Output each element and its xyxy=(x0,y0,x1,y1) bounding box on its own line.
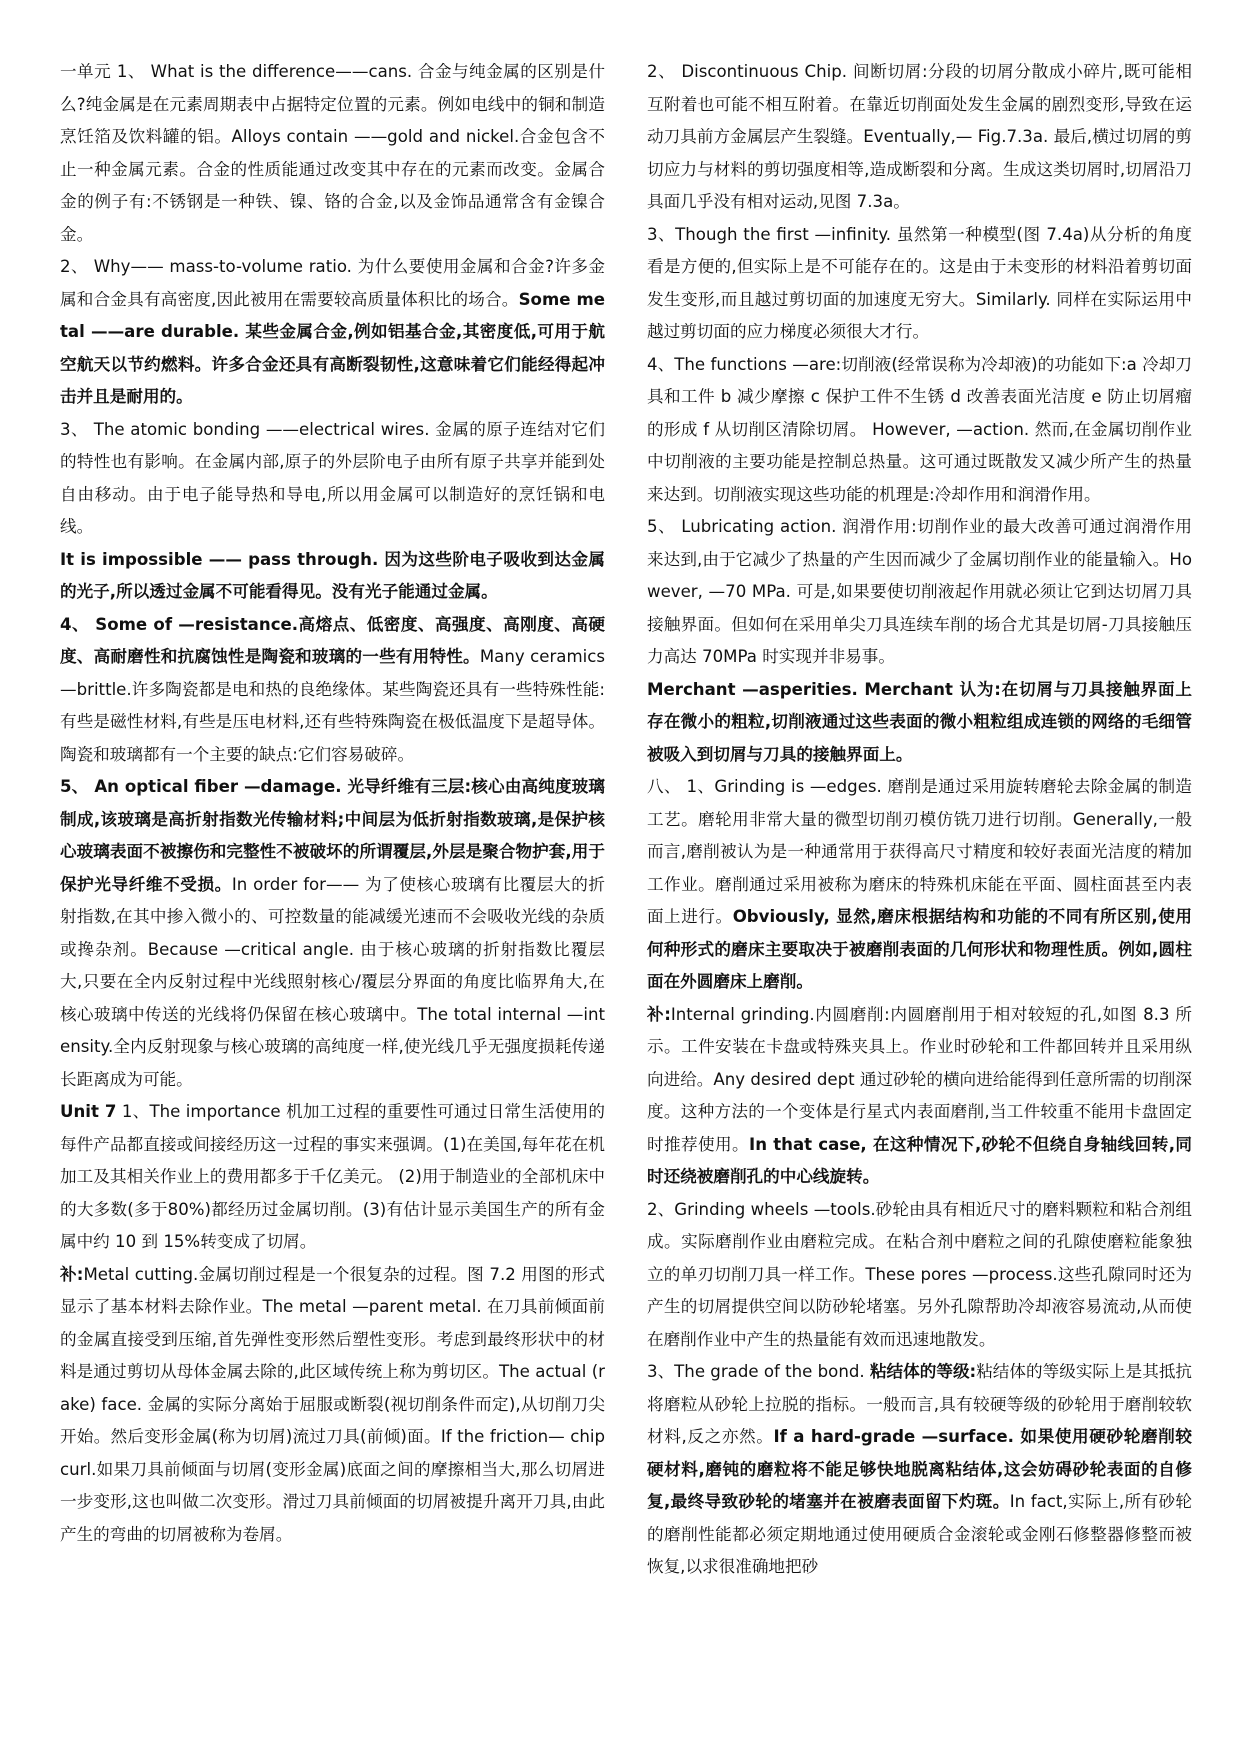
bold-text-segment: 5、 An optical fiber —damage. 光导纤维有三层:核心由高纯度玻璃制成,该玻璃是高折射指数光传输材料;中间层为低折射指数玻璃,是保护核心玻璃表面不被擦伤和完整性不被破坏的所谓覆层,外层是聚合物护套,用于保护光导纤维不受损。 xyxy=(60,777,605,894)
text-segment: 5、 Lubricating action. 润滑作用:切削作业的最大改善可通过润滑作用来达到,由于它减少了热量的产生因而减少了金属切削作业的能量输入。However, —70 MPa. 可是,如果要使切削液起作用就必须让它到达切屑刀具接触界面。但如何在采用单尖刀具连续车削的场合尤其是切屑-刀具接触压力高达 70MPa 时实现并非易事。 xyxy=(647,517,1192,666)
paragraph xyxy=(647,1356,1192,1584)
bold-text-segment: Merchant —asperities. Merchant 认为:在切屑与刀具接触界面上存在微小的粗粒,切削液通过这些表面的微小粗粒组成连锁的网络的毛细管被吸入到切屑与刀具的接触界面上。 xyxy=(647,679,1192,764)
paragraph xyxy=(60,609,605,772)
bold-text-segment: Some metal ——are durable. 某些金属合金,例如铝基合金,其密度低,可用于航空航天以节约燃料。许多合金还具有高断裂韧性,这意味着它们能经得起冲击并且是耐用的。 xyxy=(60,289,606,406)
paragraph xyxy=(647,771,1192,999)
left-column xyxy=(60,56,605,1551)
text-segment: 2、Grinding wheels —tools.砂轮由具有相近尺寸的磨料颗粒和粘合剂组成。实际磨削作业由磨粒完成。在粘合剂中磨粒之间的孔隙使磨粒能象独立的单刃切削刀具一样工作。These pores —process.这些孔隙同时还为产生的切屑提供空间以防砂轮堵塞。另外孔隙帮助冷却液容易流动,从而使在磨削作业中产生的热量能有效而迅速地散发。 xyxy=(647,1199,1192,1349)
bold-text-segment: 4、 Some of —resistance.高熔点、低密度、高强度、高刚度、高硬度、高耐磨性和抗腐蚀性是陶瓷和玻璃的一些有用特性。 xyxy=(60,614,605,666)
paragraph xyxy=(60,771,605,1096)
bold-text-segment: It is impossible —— pass through. 因为这些阶电子吸收到达金属的光子,所以透过金属不可能看得见。没有光子能通过金属。 xyxy=(60,549,605,601)
paragraph xyxy=(60,1096,605,1259)
text-segment: 八、 1、Grinding is —edges. 磨削是通过采用旋转磨轮去除金属的制造工艺。磨轮用非常大量的微型切削刃模仿铣刀进行切削。Generally,一般而言,磨削被认为是一种通常用于获得高尺寸精度和较好表面光洁度的精加工作业。磨削通过采用被称为磨床的特殊机床能在平面、圆柱面甚至内表面上进行。 xyxy=(647,777,1192,926)
bold-text-segment: If a hard-grade —surface. 如果使用硬砂轮磨削较硬材料,磨钝的磨粒将不能足够快地脱离粘结体,这会妨碍砂轮表面的自修复,最终导致砂轮的堵塞并在被磨表面留下灼斑。 xyxy=(647,1427,1192,1511)
bold-text-segment: 补: xyxy=(647,1004,671,1024)
text-segment: In fact,实际上,所有砂轮的磨削性能都必须定期地通过使用硬质合金滚轮或金刚石修整器修整而被恢复,以求很准确地把砂 xyxy=(647,1492,1192,1576)
paragraph xyxy=(647,674,1192,772)
paragraph xyxy=(647,349,1192,512)
paragraph xyxy=(60,1259,605,1552)
paragraph xyxy=(60,56,605,251)
paragraph xyxy=(647,1194,1192,1357)
paragraph xyxy=(60,414,605,544)
bold-text-segment: Unit 7 xyxy=(60,1102,117,1121)
text-segment: In order for—— 为了使核心玻璃有比覆层大的折射指数,在其中掺入微小的、可控数量的能减缓光速而不会吸收光线的杂质或搀杂剂。Because —critical angle. 由于核心玻璃的折射指数比覆层大,只要在全内反射过程中光线照射核心/覆层分界面的角度比临界角大,在核心玻璃中传送的光线将仍保留在核心玻璃中。The total internal —intensity.全内反射现象与核心玻璃的高纯度一样,使光线几乎无强度损耗传递长距离成为可能。 xyxy=(60,874,605,1089)
right-column xyxy=(647,56,1192,1584)
text-segment: 1、The importance 机加工过程的重要性可通过日常生活使用的每件产品都直接或间接经历这一过程的事实来强调。(1)在美国,每年花在机加工及其相关作业上的费用都多于千亿美元。 (2)用于制造业的全部机床中的大多数(多于80%)都经历过金属切削。(3)有估计显示美国生产的所有金属中约 10 到 15%转变成了切屑。 xyxy=(60,1102,605,1251)
bold-text-segment: Obviously, 显然,磨床根据结构和功能的不同有所区别,使用何种形式的磨床主要取决于被磨削表面的几何形状和物理性质。例如,圆柱面在外圆磨床上磨削。 xyxy=(647,907,1192,991)
text-segment: 2、 Why—— mass-to-volume ratio. 为什么要使用金属和合金?许多金属和合金具有高密度,因此被用在需要较高质量体积比的场合。 xyxy=(60,257,605,309)
text-segment: Many ceramics —brittle.许多陶瓷都是电和热的良绝缘体。某些陶瓷还具有一些特殊性能:有些是磁性材料,有些是压电材料,还有些特殊陶瓷在极低温度下是超导体。陶瓷和玻璃都有一个主要的缺点:它们容易破碎。 xyxy=(60,647,606,764)
paragraph xyxy=(60,251,605,414)
paragraph xyxy=(647,999,1192,1194)
text-segment: 3、 The atomic bonding ——electrical wires. 金属的原子连结对它们的特性也有影响。在金属内部,原子的外层阶电子由所有原子共享并能到处自由移动。由于电子能导热和导电,所以用金属可以制造好的烹饪锅和电线。 xyxy=(60,419,605,536)
bold-text-segment: In that case, 在这种情况下,砂轮不但绕自身轴线回转,同时还绕被磨削孔的中心线旋转。 xyxy=(647,1134,1192,1186)
paragraph xyxy=(647,219,1192,349)
text-segment: 3、The grade of the bond. xyxy=(647,1362,870,1381)
bold-text-segment: 补: xyxy=(60,1264,84,1284)
bold-text-segment: 粘结体的等级: xyxy=(869,1362,977,1381)
text-segment: 粘结体的等级实际上是其抵抗将磨粒从砂轮上拉脱的指标。一般而言,具有较硬等级的砂轮用于磨削较软材料,反之亦然。 xyxy=(647,1362,1193,1446)
paragraph xyxy=(647,511,1192,674)
text-segment: 3、Though the first —infinity. 虽然第一种模型(图 7.4a)从分析的角度看是方便的,但实际上是不可能存在的。这是由于未变形的材料沿着剪切面发生变形,而且越过剪切面的加速度无穷大。Similarly. 同样在实际运用中越过剪切面的应力梯度必须很大才行。 xyxy=(647,224,1192,341)
text-segment: 一单元 1、 What is the difference——cans. 合金与纯金属的区别是什么?纯金属是在元素周期表中占据特定位置的元素。例如电线中的铜和制造烹饪箔及饮料罐的铝。Alloys contain ——gold and nickel.合金包含不止一种金属元素。合金的性质能通过改变其中存在的元素而改变。金属合金的例子有:不锈钢是一种铁、镍、铬的合金,以及金饰品通常含有金镍合金。 xyxy=(60,62,605,244)
text-segment: 2、 Discontinuous Chip. 间断切屑:分段的切屑分散成小碎片,既可能相互附着也可能不相互附着。在靠近切削面处发生金属的剧烈变形,导致在运动刀具前方金属层产生裂缝。Eventually,— Fig.7.3a. 最后,横过切屑的剪切应力与材料的剪切强度相等,造成断裂和分离。生成这类切屑时,切屑沿刀具面几乎没有相对运动,见图 7.3a。 xyxy=(647,62,1192,211)
text-segment: Internal grinding.内圆磨削:内圆磨削用于相对较短的孔,如图 8.3 所示。工件安装在卡盘或特殊夹具上。作业时砂轮和工件都回转并且采用纵向进给。Any desired dept 通过砂轮的横向进给能得到任意所需的切削深度。这种方法的一个变体是行星式内表面磨削,当工件较重不能用卡盘固定时推荐使用。 xyxy=(647,1004,1193,1154)
paragraph xyxy=(647,56,1192,219)
paragraph xyxy=(60,544,605,609)
text-segment: 4、The functions —are:切削液(经常误称为冷却液)的功能如下:a 冷却刀具和工件 b 减少摩擦 c 保护工件不生锈 d 改善表面光洁度 e 防止切屑瘤的形成 f 从切削区清除切屑。 However, —action. 然而,在金属切削作业中切削液的主要功能是控制总热量。这可通过既散发又减少所产生的热量来达到。切削液实现这些功能的机理是:冷却作用和润滑作用。 xyxy=(647,354,1192,504)
text-segment: Metal cutting.金属切削过程是一个很复杂的过程。图 7.2 用图的形式显示了基本材料去除作业。The metal —parent metal. 在刀具前倾面前的金属直接受到压缩,首先弹性变形然后塑性变形。考虑到最终形状中的材料是通过剪切从母体金属去除的,此区域传统上称为剪切区。The actual (rake) face. 金属的实际分离始于屈服或断裂(视切削条件而定),从切削刀尖开始。然后变形金属(称为切屑)流过刀具(前倾)面。If the friction— chip curl.如果刀具前倾面与切屑(变形金属)底面之间的摩擦相当大,那么切屑进一步变形,这也叫做二次变形。滑过刀具前倾面的切屑被提升离开刀具,由此产生的弯曲的切屑被称为卷屑。 xyxy=(60,1264,605,1544)
